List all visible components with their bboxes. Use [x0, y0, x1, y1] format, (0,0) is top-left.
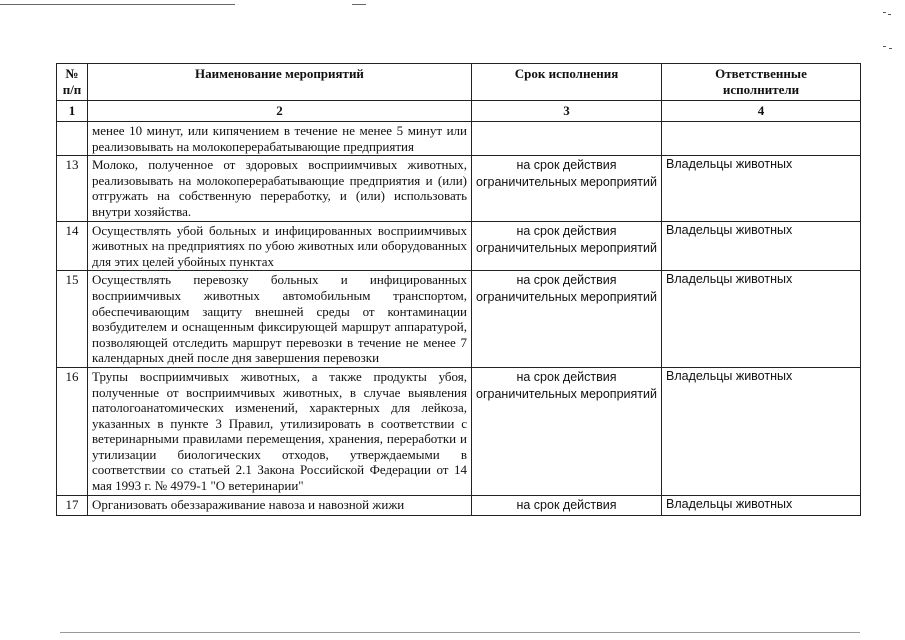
measure-text: менее 10 минут, или кипячением в течение не менее 5 минут или реализовывать на молокоперерабатывающие предприятия: [88, 122, 472, 156]
table-row: [57, 221, 861, 271]
row-number: 14: [57, 221, 88, 271]
scan-artifact-bottom: [60, 632, 860, 633]
table-header-row: [57, 64, 861, 101]
col-number: 4: [662, 101, 861, 122]
term-text: на срок действия ограничительных мероприятий: [472, 367, 662, 495]
scan-artifact-top-mid: [352, 4, 366, 5]
measure-text: Молоко, полученное от здоровых восприимчивых животных, реализовывать на молокоперерабатывающие предприятия и (или) отгружать на собственную переработку, и (или) использовать внутри хозяйства.: [88, 156, 472, 221]
measure-text: Осуществлять перевозку больных и инфицированных восприимчивых животных автомобильным транспортом, обеспечивающим защиту внешней среды от контаминации возбудителем и оснащенным фиксирующей маршрут аппаратурой, позволяющей отследить маршрут перевозки в течение не менее 7 календарных дней после дня завершения перевозки: [88, 271, 472, 368]
term-text: на срок действия ограничительных мероприятий: [472, 156, 662, 221]
measure-text: Осуществлять убой больных и инфицированных восприимчивых животных на предприятиях по убою животных или оборудованных для этих целей убойных пунктах: [88, 221, 472, 271]
scan-speck: [888, 14, 891, 15]
scan-speck: [889, 48, 892, 49]
header-term: Срок исполнения: [472, 64, 662, 101]
responsible-text: Владельцы животных: [662, 367, 861, 495]
table-row: [57, 156, 861, 221]
table-row: [57, 271, 861, 368]
scan-artifact-top-left: [0, 4, 235, 5]
table-row: [57, 495, 861, 515]
header-resp: Ответственные исполнители: [662, 64, 861, 101]
row-number: [57, 122, 88, 156]
header-name: Наименование мероприятий: [88, 64, 472, 101]
scan-speck: [883, 46, 886, 47]
measure-text: Трупы восприимчивых животных, а также продукты убоя, полученные от восприимчивых животных, в случае выявления патологоанатомических изменений, характерных для лейкоза, указанных в пункте 3 Правил, утилизировать в соответствии с ветеринарными правилами перемещения, хранения, переработки и утилизации биологических отходов, утверждаемыми в соответствии со статьей 2.1 Закона Российской Федерации от 14 мая 1993 г. № 4979-1 "О ветеринарии": [88, 367, 472, 495]
measures-table: [56, 63, 861, 516]
header-num: № п/п: [57, 64, 88, 101]
term-text: на срок действия ограничительных мероприятий: [472, 271, 662, 368]
responsible-text: Владельцы животных: [662, 495, 861, 515]
col-number: 2: [88, 101, 472, 122]
row-number: 16: [57, 367, 88, 495]
term-text: [472, 122, 662, 156]
table-row: [57, 122, 861, 156]
row-number: 15: [57, 271, 88, 368]
row-number: 17: [57, 495, 88, 515]
column-number-row: [57, 101, 861, 122]
table-row: [57, 367, 861, 495]
measure-text: Организовать обеззараживание навоза и навозной жижи: [88, 495, 472, 515]
col-number: 1: [57, 101, 88, 122]
responsible-text: Владельцы животных: [662, 221, 861, 271]
row-number: 13: [57, 156, 88, 221]
term-text: на срок действия: [472, 495, 662, 515]
term-text: на срок действия ограничительных мероприятий: [472, 221, 662, 271]
responsible-text: Владельцы животных: [662, 156, 861, 221]
responsible-text: Владельцы животных: [662, 271, 861, 368]
scan-speck: [883, 12, 886, 13]
col-number: 3: [472, 101, 662, 122]
responsible-text: [662, 122, 861, 156]
